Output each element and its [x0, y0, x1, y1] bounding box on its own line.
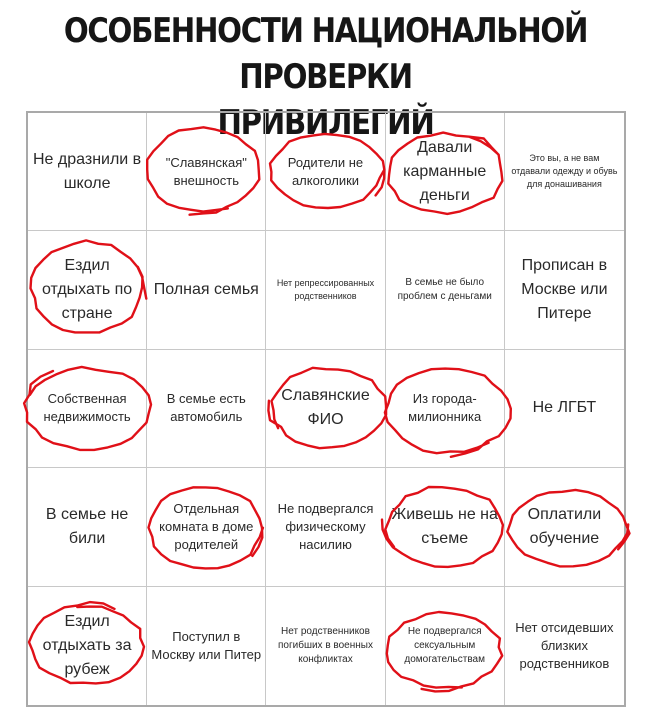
- bingo-cell[interactable]: [266, 113, 385, 231]
- bingo-cell[interactable]: [147, 468, 266, 586]
- cell-label: Родители не алкоголики: [287, 154, 364, 188]
- bingo-cell[interactable]: [505, 350, 624, 468]
- cell-label: Оплатили обучение: [527, 505, 602, 547]
- title-line-1: ОСОБЕННОСТИ НАЦИОНАЛЬНОЙ ПРОВЕРКИ: [63, 11, 588, 97]
- bingo-cell[interactable]: [266, 231, 385, 349]
- cell-label: Это вы, а не вам отдавали одежду и обувь для донашивания: [511, 153, 618, 190]
- cell-label: Не подвергался сексуальным домогательствам: [404, 625, 485, 665]
- bingo-cell[interactable]: [386, 468, 505, 586]
- cell-label: Не подвергался физическому насилию: [277, 500, 374, 552]
- bingo-cell[interactable]: [266, 587, 385, 705]
- bingo-cell[interactable]: [147, 113, 266, 231]
- bingo-cell[interactable]: [147, 587, 266, 705]
- bingo-cell[interactable]: [505, 231, 624, 349]
- cell-label: Отдельная комната в доме родителей: [159, 500, 254, 552]
- bingo-cell[interactable]: [28, 350, 147, 468]
- bingo-cell[interactable]: [266, 350, 385, 468]
- bingo-cell[interactable]: [28, 468, 147, 586]
- bingo-cell[interactable]: [386, 350, 505, 468]
- bingo-cell[interactable]: [386, 231, 505, 349]
- bingo-cell[interactable]: [28, 231, 147, 349]
- bingo-cell[interactable]: [505, 113, 624, 231]
- cell-label: Ездил отдыхать по стране: [41, 257, 133, 323]
- cell-label: Прописан в Москве или Питере: [521, 257, 608, 323]
- cell-label: "Славянская" внешность: [165, 154, 247, 188]
- bingo-cell[interactable]: [505, 587, 624, 705]
- bingo-cell[interactable]: [386, 587, 505, 705]
- cell-label: В семье не били: [45, 505, 129, 547]
- bingo-cell[interactable]: [147, 231, 266, 349]
- bingo-cell[interactable]: [147, 350, 266, 468]
- bingo-cell[interactable]: [266, 468, 385, 586]
- bingo-cell[interactable]: [386, 113, 505, 231]
- bingo-cell[interactable]: [28, 587, 147, 705]
- cell-label: Поступил в Москву или Питер: [151, 628, 262, 662]
- cell-label: Не ЛГБТ: [532, 399, 597, 417]
- cell-label: Собственная недвижимость: [43, 391, 131, 425]
- cell-label: Нет репрессированных родственников: [276, 278, 375, 302]
- bingo-cell[interactable]: [505, 468, 624, 586]
- cell-label: Славянские ФИО: [281, 387, 370, 429]
- cell-label: Не дразнили в школе: [33, 150, 142, 192]
- cell-label: Из города-милионника: [408, 391, 482, 425]
- cell-label: Ездил отдыхать за рубеж: [42, 612, 132, 678]
- cell-label: В семье не было проблем с деньгами: [397, 277, 492, 303]
- cell-label: Нет отсидевших близких родственников: [515, 619, 614, 671]
- cell-label: Нет родственников погибших в военных конфликтах: [278, 625, 373, 665]
- bingo-cell[interactable]: [28, 113, 147, 231]
- cell-label: Давали карманные деньги: [403, 138, 487, 204]
- bingo-grid: [26, 111, 626, 707]
- title-line-2: ПРИВИЛЕГИЙ: [217, 103, 434, 143]
- cell-label: Полная семья: [153, 281, 259, 299]
- cell-label: В семье есть автомобиль: [166, 391, 246, 425]
- cell-label: Живешь не на съеме: [391, 505, 498, 547]
